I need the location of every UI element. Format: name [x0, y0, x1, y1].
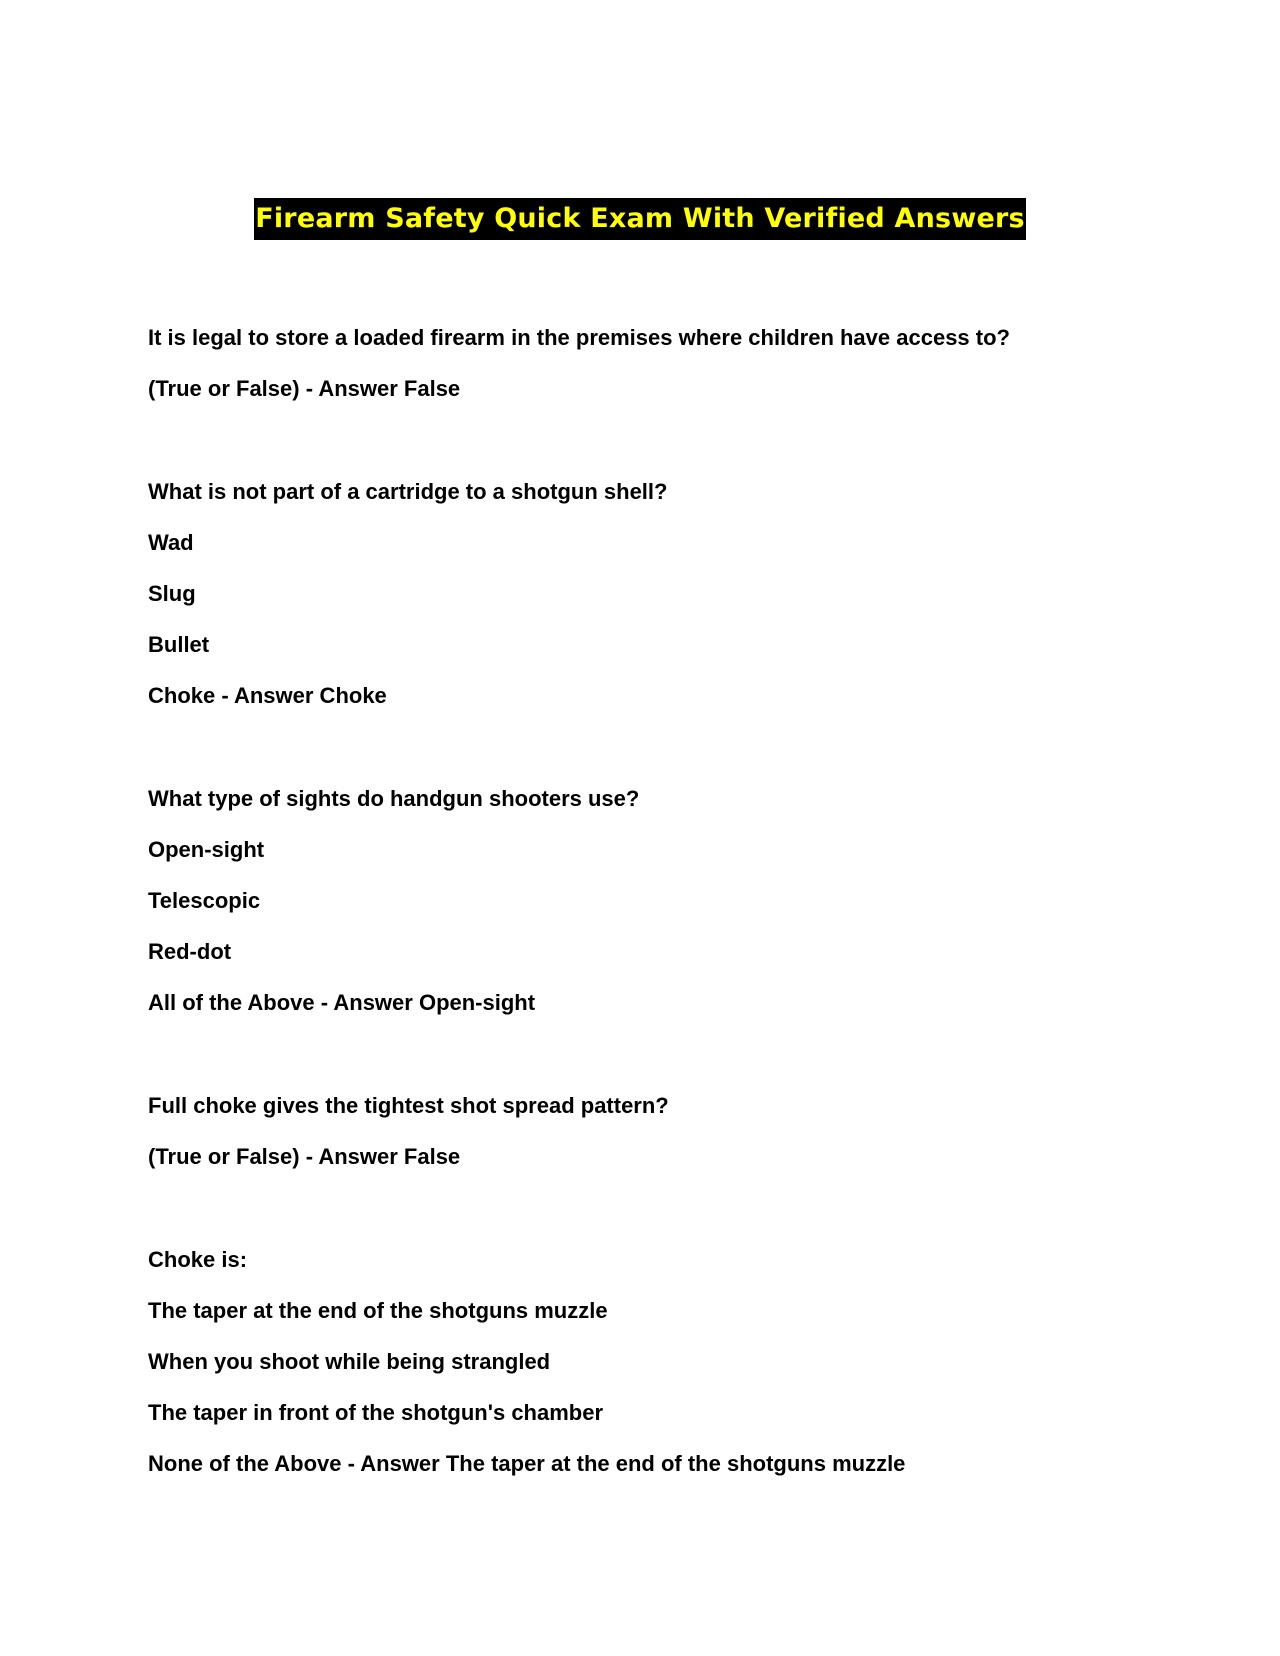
option-line: When you shoot while being strangled	[148, 1349, 551, 1374]
option-line: Red-dot	[148, 939, 232, 964]
option-line: Bullet	[148, 632, 210, 657]
question-block-1	[148, 312, 1208, 414]
option-line: Open-sight	[148, 837, 265, 862]
option-line: The taper at the end of the shotguns muzzle	[148, 1298, 608, 1323]
question-text: It is legal to store a loaded firearm in the premises where children have access to?	[148, 325, 1010, 350]
option-line: The taper in front of the shotgun's chamber	[148, 1400, 604, 1425]
question-block-4	[148, 1080, 1208, 1182]
question-text: Full choke gives the tightest shot spread pattern?	[148, 1093, 669, 1118]
question-text: What type of sights do handgun shooters use?	[148, 786, 640, 811]
question-block-3	[148, 773, 1208, 1028]
title-container	[0, 198, 1280, 240]
questions-list	[148, 312, 1208, 1541]
answer-line: All of the Above - Answer Open-sight	[148, 990, 536, 1015]
answer-line: None of the Above - Answer The taper at the end of the shotguns muzzle	[148, 1451, 906, 1476]
question-block-5	[148, 1234, 1208, 1489]
document-title: Firearm Safety Quick Exam With Verified Answers	[254, 198, 1026, 240]
question-text: Choke is:	[148, 1247, 248, 1272]
option-line: Slug	[148, 581, 196, 606]
answer-line: (True or False) - Answer False	[148, 376, 461, 401]
answer-line: (True or False) - Answer False	[148, 1144, 461, 1169]
option-line: Telescopic	[148, 888, 261, 913]
option-line: Wad	[148, 530, 194, 555]
answer-line: Choke - Answer Choke	[148, 683, 387, 708]
question-block-2	[148, 466, 1208, 721]
question-text: What is not part of a cartridge to a shotgun shell?	[148, 479, 668, 504]
